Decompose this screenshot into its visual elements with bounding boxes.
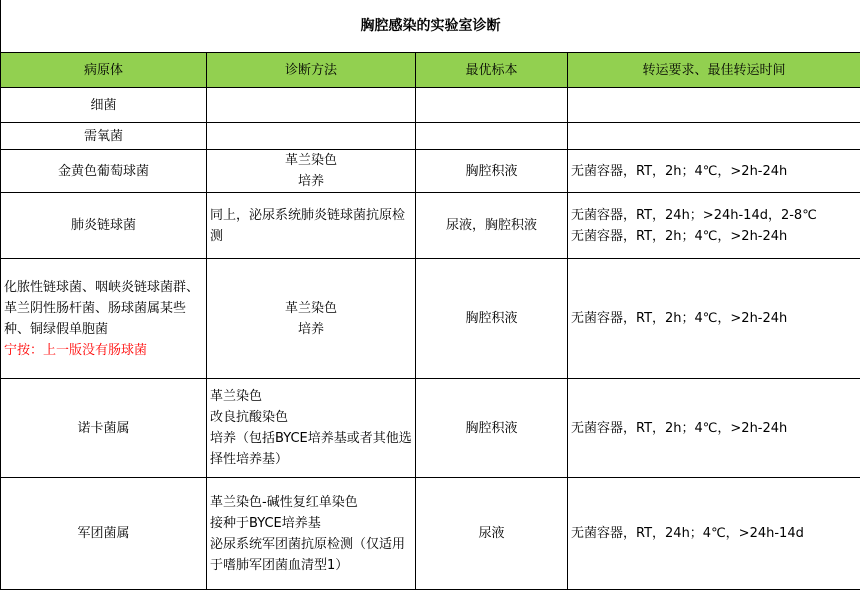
specimen-cell[interactable] xyxy=(416,88,568,123)
pathogen-cell[interactable] xyxy=(1,259,207,379)
method-line: 革兰染色 xyxy=(210,389,263,404)
specimen-text: 尿液 xyxy=(478,526,505,541)
header-method[interactable]: 诊断方法 xyxy=(207,53,416,88)
method-cell[interactable] xyxy=(207,88,416,123)
table-title[interactable]: 胸腔感染的实验室诊断 xyxy=(1,0,860,53)
pathogen-text: 细菌 xyxy=(90,97,117,113)
specimen-text: 尿液，胸腔积液 xyxy=(445,218,537,233)
specimen-text: 胸腔积液 xyxy=(465,311,518,326)
method-cell[interactable] xyxy=(207,193,416,259)
table-row xyxy=(1,150,860,193)
method-line: 培养 xyxy=(297,321,324,337)
specimen-text: 胸腔积液 xyxy=(465,163,518,179)
transport-text: 无菌容器，RT，2h；4℃，>2h-24h xyxy=(571,420,788,436)
method-line: 培养（包括BYCE培养基或者其他选择性培养基） xyxy=(210,431,412,467)
specimen-cell[interactable] xyxy=(416,123,568,150)
method-line: 改良抗酸染色 xyxy=(210,410,289,425)
header-specimen[interactable]: 最优标本 xyxy=(416,53,568,88)
specimen-cell[interactable] xyxy=(416,259,568,379)
transport-cell[interactable] xyxy=(568,193,860,259)
pathogen-text: 化脓性链球菌、咽峡炎链球菌群、革兰阴性肠杆菌、肠球菌属某些种、铜绿假单胞菌 xyxy=(4,279,200,337)
pathogen-text: 需氧菌 xyxy=(83,128,123,144)
table-row xyxy=(1,193,860,259)
table-row xyxy=(1,478,860,590)
pathogen-cell[interactable] xyxy=(1,150,207,193)
specimen-cell[interactable] xyxy=(416,478,568,590)
pathogen-cell[interactable] xyxy=(1,123,207,150)
transport-cell[interactable] xyxy=(568,379,860,478)
method-line: 培养 xyxy=(297,174,324,189)
method-cell[interactable] xyxy=(207,379,416,478)
method-line: 接种于BYCE培养基 xyxy=(210,515,321,531)
specimen-cell[interactable] xyxy=(416,193,568,259)
header-pathogen[interactable]: 病原体 xyxy=(1,53,207,88)
transport-cell[interactable] xyxy=(568,478,860,590)
specimen-text: 胸腔积液 xyxy=(465,420,518,436)
transport-cell[interactable] xyxy=(568,88,860,123)
method-line: 同上，泌尿系统肺炎链球菌抗原检测 xyxy=(210,207,406,244)
header-transport[interactable]: 转运要求、最佳转运时间 xyxy=(568,53,860,88)
method-cell[interactable] xyxy=(207,259,416,379)
specimen-cell[interactable] xyxy=(416,150,568,193)
table-row xyxy=(1,88,860,123)
table-row xyxy=(1,379,860,478)
transport-cell[interactable] xyxy=(568,123,860,150)
transport-cell[interactable] xyxy=(568,259,860,379)
transport-text: 无菌容器，RT，24h；4℃，>24h-14d xyxy=(571,526,804,541)
table-row xyxy=(1,123,860,150)
method-cell[interactable] xyxy=(207,123,416,150)
pathogen-cell[interactable] xyxy=(1,478,207,590)
pathogen-text: 军团菌属 xyxy=(77,526,130,541)
table-row xyxy=(1,259,860,379)
editor-note: 宁按：上一版没有肠球菌 xyxy=(4,342,148,358)
method-line: 革兰染色 xyxy=(284,153,337,168)
specimen-cell[interactable] xyxy=(416,379,568,478)
method-line: 革兰染色 xyxy=(284,300,337,316)
transport-line: 无菌容器，RT，24h；>24h-14d，2-8℃ xyxy=(571,207,817,223)
pathogen-cell[interactable] xyxy=(1,88,207,123)
pathogen-text: 金黄色葡萄球菌 xyxy=(57,163,149,179)
transport-text: 无菌容器，RT，2h；4℃，>2h-24h xyxy=(571,163,788,179)
pathogen-text: 肺炎链球菌 xyxy=(70,218,136,233)
method-line: 泌尿系统军团菌抗原检测（仅适用于嗜肺军团菌血清型1） xyxy=(210,536,406,573)
transport-line: 无菌容器，RT，2h；4℃，>2h-24h xyxy=(571,228,788,244)
method-line: 革兰染色-碱性复红单染色 xyxy=(210,494,358,510)
transport-cell[interactable] xyxy=(568,150,860,193)
method-cell[interactable] xyxy=(207,478,416,590)
pathogen-cell[interactable] xyxy=(1,379,207,478)
pathogen-text: 诺卡菌属 xyxy=(77,420,130,436)
title-row xyxy=(1,0,860,53)
pathogen-cell[interactable] xyxy=(1,193,207,259)
method-cell[interactable] xyxy=(207,150,416,193)
transport-text: 无菌容器，RT，2h；4℃，>2h-24h xyxy=(571,311,788,326)
header-row xyxy=(1,53,860,88)
